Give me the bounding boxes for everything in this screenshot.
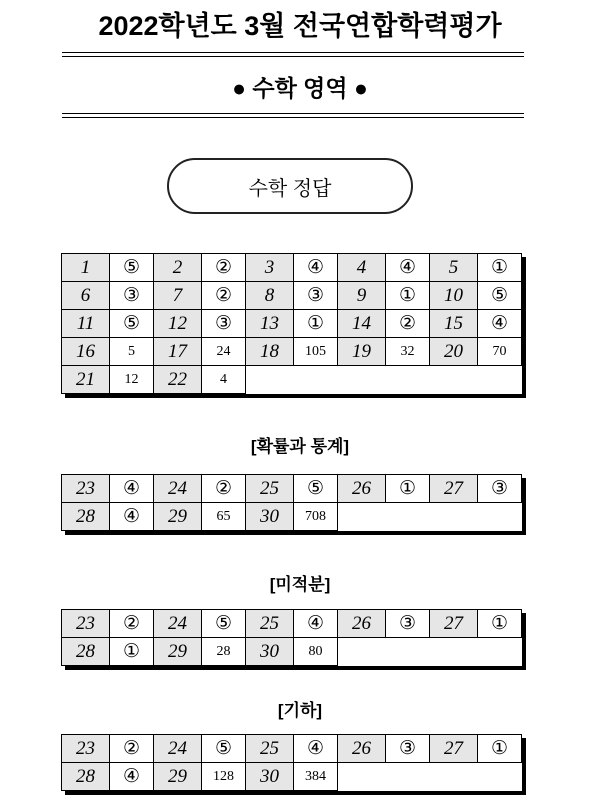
answer-row: [62, 254, 522, 282]
subject-title: ● 수학 영역 ●: [232, 75, 368, 101]
question-number: 25: [246, 475, 294, 503]
empty-cell: [430, 366, 478, 394]
question-number: 18: [246, 338, 294, 366]
question-number: 26: [338, 735, 386, 763]
question-number: 5: [430, 254, 478, 282]
section-title-calculus: [미적분]: [269, 575, 331, 594]
empty-cell: [294, 366, 338, 394]
answer-row: [62, 366, 522, 394]
answer-value: ②: [110, 735, 154, 763]
question-number: 9: [338, 282, 386, 310]
question-number: 8: [246, 282, 294, 310]
empty-cell: [386, 366, 430, 394]
answer-row: [62, 763, 522, 791]
question-number: 12: [154, 310, 202, 338]
empty-cell: [338, 638, 386, 666]
geometry-answer-table: [61, 734, 522, 791]
answer-row: [62, 638, 522, 666]
answer-value: 708: [294, 503, 338, 531]
header-rule-top: [62, 52, 524, 57]
answer-value: ④: [386, 254, 430, 282]
question-number: 30: [246, 638, 294, 666]
empty-cell: [338, 503, 386, 531]
answer-row: [62, 282, 522, 310]
empty-cell: [478, 366, 522, 394]
question-number: 15: [430, 310, 478, 338]
question-number: 1: [62, 254, 110, 282]
question-number: 27: [430, 735, 478, 763]
answer-value: ④: [478, 310, 522, 338]
answer-value: 80: [294, 638, 338, 666]
answer-value: ①: [294, 310, 338, 338]
question-number: 25: [246, 735, 294, 763]
common-answer-table: [61, 253, 522, 394]
empty-cell: [386, 503, 430, 531]
answer-value: 12: [110, 366, 154, 394]
answer-value: ⑤: [110, 254, 154, 282]
answer-row: [62, 503, 522, 531]
answer-value: 32: [386, 338, 430, 366]
answer-value: ④: [294, 735, 338, 763]
answer-value: ③: [386, 610, 430, 638]
question-number: 19: [338, 338, 386, 366]
answer-value: ④: [110, 763, 154, 791]
question-number: 6: [62, 282, 110, 310]
answer-value: ②: [202, 475, 246, 503]
empty-cell: [338, 366, 386, 394]
answer-value: ⑤: [202, 610, 246, 638]
answer-value: 4: [202, 366, 246, 394]
answer-value: 384: [294, 763, 338, 791]
question-number: 21: [62, 366, 110, 394]
question-number: 11: [62, 310, 110, 338]
question-number: 28: [62, 638, 110, 666]
answer-label-box: 수학 정답: [167, 158, 413, 214]
answer-value: ②: [202, 282, 246, 310]
section-title-geometry: [기하]: [277, 701, 323, 720]
answer-value: ⑤: [294, 475, 338, 503]
answer-value: 65: [202, 503, 246, 531]
question-number: 30: [246, 763, 294, 791]
answer-value: ④: [294, 610, 338, 638]
question-number: 25: [246, 610, 294, 638]
empty-cell: [386, 763, 430, 791]
answer-value: ④: [110, 475, 154, 503]
question-number: 23: [62, 610, 110, 638]
question-number: 24: [154, 735, 202, 763]
empty-cell: [478, 763, 522, 791]
section-title-probability: [확률과 통계]: [250, 437, 350, 456]
probability-answer-table: [61, 474, 522, 531]
answer-value: ③: [478, 475, 522, 503]
answer-value: ⑤: [202, 735, 246, 763]
page-title: 2022학년도 3월 전국연합학력평가: [98, 11, 502, 41]
answer-value: 24: [202, 338, 246, 366]
answer-value: ③: [202, 310, 246, 338]
answer-value: 28: [202, 638, 246, 666]
answer-row: [62, 338, 522, 366]
answer-row: [62, 310, 522, 338]
question-number: 10: [430, 282, 478, 310]
header-rule-bottom: [62, 113, 524, 118]
answer-value: ①: [478, 254, 522, 282]
question-number: 28: [62, 503, 110, 531]
question-number: 22: [154, 366, 202, 394]
answer-value: ③: [294, 282, 338, 310]
calculus-answer-table: [61, 609, 522, 666]
answer-value: 128: [202, 763, 246, 791]
question-number: 24: [154, 610, 202, 638]
answer-value: ①: [478, 735, 522, 763]
answer-row: [62, 475, 522, 503]
answer-value: ①: [386, 282, 430, 310]
empty-cell: [386, 638, 430, 666]
question-number: 20: [430, 338, 478, 366]
question-number: 29: [154, 763, 202, 791]
answer-row: [62, 610, 522, 638]
question-number: 2: [154, 254, 202, 282]
empty-cell: [430, 503, 478, 531]
answer-value: ⑤: [110, 310, 154, 338]
question-number: 14: [338, 310, 386, 338]
answer-value: ④: [110, 503, 154, 531]
empty-cell: [430, 763, 478, 791]
empty-cell: [478, 503, 522, 531]
question-number: 27: [430, 610, 478, 638]
question-number: 30: [246, 503, 294, 531]
answer-value: 70: [478, 338, 522, 366]
question-number: 7: [154, 282, 202, 310]
question-number: 26: [338, 475, 386, 503]
answer-row: [62, 735, 522, 763]
answer-value: ①: [110, 638, 154, 666]
empty-cell: [246, 366, 294, 394]
question-number: 27: [430, 475, 478, 503]
empty-cell: [338, 763, 386, 791]
question-number: 13: [246, 310, 294, 338]
question-number: 23: [62, 475, 110, 503]
question-number: 4: [338, 254, 386, 282]
question-number: 26: [338, 610, 386, 638]
answer-value: ③: [110, 282, 154, 310]
question-number: 29: [154, 638, 202, 666]
answer-value: ④: [294, 254, 338, 282]
question-number: 3: [246, 254, 294, 282]
question-number: 16: [62, 338, 110, 366]
answer-value: 105: [294, 338, 338, 366]
answer-value: ②: [110, 610, 154, 638]
empty-cell: [430, 638, 478, 666]
answer-value: ⑤: [478, 282, 522, 310]
empty-cell: [478, 638, 522, 666]
answer-value: ①: [478, 610, 522, 638]
answer-value: ③: [386, 735, 430, 763]
question-number: 17: [154, 338, 202, 366]
question-number: 24: [154, 475, 202, 503]
answer-value: 5: [110, 338, 154, 366]
answer-value: ①: [386, 475, 430, 503]
question-number: 23: [62, 735, 110, 763]
answer-value: ②: [386, 310, 430, 338]
question-number: 28: [62, 763, 110, 791]
question-number: 29: [154, 503, 202, 531]
answer-value: ②: [202, 254, 246, 282]
